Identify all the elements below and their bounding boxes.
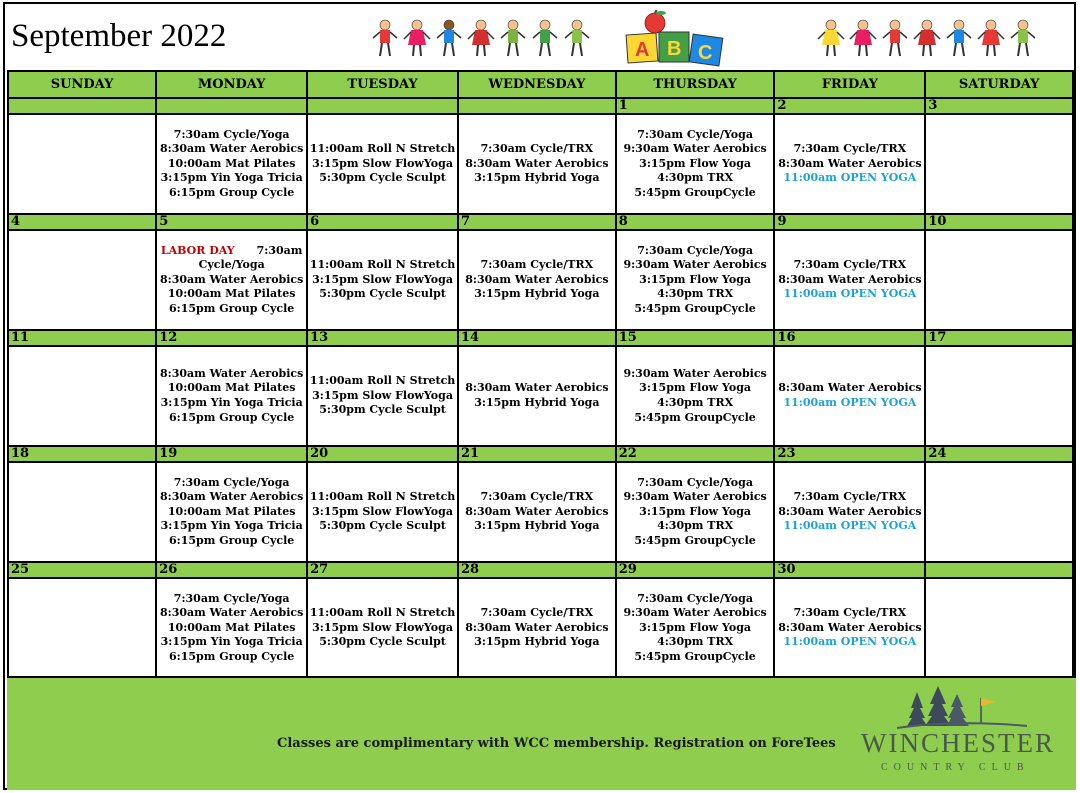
class-entry: 7:30am Cycle/Yoga [637, 243, 753, 257]
class-entry: 3:15pm Flow Yoga [639, 272, 752, 286]
logo-subtitle: COUNTRY CLUB [881, 762, 1030, 773]
day-cell [616, 346, 775, 446]
class-entry: 6:15pm Group Cycle [169, 533, 295, 547]
day-header-row [8, 71, 1073, 98]
day-cell [307, 462, 458, 562]
class-entry: 3:15pm Yin Yoga Tricia [160, 171, 303, 185]
date-number: 21 [458, 446, 616, 462]
date-number: 28 [458, 562, 616, 578]
class-entry: 4:30pm TRX [657, 519, 734, 533]
class-entry: 7:30am Cycle/Yoga [173, 475, 290, 489]
day-cell [925, 230, 1073, 330]
day-cell [458, 462, 616, 562]
class-entry: 4:30pm TRX [657, 635, 734, 649]
class-entry: 3:15pm Flow Yoga [639, 504, 752, 518]
class-entry: 7:30am Cycle/TRX [793, 258, 907, 272]
class-entry: 11:00am OPEN YOGA [783, 519, 917, 533]
date-number: 13 [307, 330, 458, 346]
date-number: 2 [774, 98, 925, 114]
class-entry: 9:30am Water Aerobics [623, 142, 767, 156]
class-entry: 10:00am Mat Pilates [167, 504, 296, 518]
class-entry: 3:15pm Slow FlowYoga [312, 504, 453, 518]
class-entry: 8:30am Water Aerobics [778, 272, 922, 286]
class-entry: 8:30am Water Aerobics [465, 381, 609, 395]
class-entry: 7:30am Cycle/TRX [793, 490, 907, 504]
date-number [925, 562, 1073, 578]
day-cell [307, 346, 458, 446]
date-number: 7 [458, 214, 616, 230]
week-row [8, 230, 1073, 330]
date-number: 8 [616, 214, 775, 230]
class-entry: Cycle/Yoga [198, 258, 265, 272]
date-number: 4 [8, 214, 156, 230]
day-cell [925, 578, 1073, 678]
class-entry: 3:15pm Hybrid Yoga [474, 519, 600, 533]
class-entry: 4:30pm TRX [657, 396, 734, 409]
day-cell [458, 230, 616, 330]
date-number: 27 [307, 562, 458, 578]
calendar-grid [7, 70, 1074, 679]
date-number-row [8, 562, 1073, 578]
day-cell [774, 578, 925, 678]
class-entry: 11:00am OPEN YOGA [783, 635, 917, 649]
date-number-row [8, 330, 1073, 346]
class-entry: 3:15pm Hybrid Yoga [474, 635, 600, 649]
day-header: WEDNESDAY [458, 71, 616, 98]
class-entry: 3:15pm Flow Yoga [639, 381, 752, 395]
date-number: 10 [925, 214, 1073, 230]
class-entry: 8:30am Water Aerobics [465, 156, 609, 170]
class-entry: 9:30am Water Aerobics [623, 606, 767, 620]
kids-clipart-left-icon [371, 18, 596, 62]
week-row [8, 114, 1073, 214]
class-entry: 3:15pm Flow Yoga [639, 620, 752, 634]
class-entry: 7:30am Cycle/TRX [480, 490, 594, 504]
day-cell [458, 346, 616, 446]
date-number-row [8, 98, 1073, 114]
class-entry: 11:00am Roll N Stretch [309, 142, 456, 156]
class-entry: 10:00am Mat Pilates [167, 381, 296, 395]
date-number: 19 [156, 446, 307, 462]
date-number: 15 [616, 330, 775, 346]
day-cell [774, 462, 925, 562]
class-entry: 7:30am Cycle/Yoga [173, 127, 290, 141]
footer-bar [7, 676, 1076, 790]
date-number-row [8, 446, 1073, 462]
class-entry: 6:15pm Group Cycle [169, 185, 295, 199]
class-entry: 5:30pm Cycle Sculpt [319, 171, 446, 185]
class-entry: 8:30am Water Aerobics [778, 504, 922, 518]
day-cell [307, 114, 458, 214]
class-entry: 5:45pm GroupCycle [634, 410, 756, 424]
membership-note: Classes are complimentary with WCC membership. Registration on ForeTees [277, 736, 836, 751]
day-cell [307, 578, 458, 678]
day-cell [8, 578, 156, 678]
date-number: 17 [925, 330, 1073, 346]
class-entry: 7:30am Cycle/Yoga [173, 591, 290, 605]
abc-block-b: B [667, 38, 682, 60]
date-number: 5 [156, 214, 307, 230]
day-cell [616, 114, 775, 214]
class-entry: 9:30am Water Aerobics [623, 490, 767, 504]
class-entry: 11:00am OPEN YOGA [783, 171, 917, 185]
day-cell [774, 346, 925, 446]
class-entry: 3:15pm Hybrid Yoga [474, 396, 600, 409]
date-number: 1 [616, 98, 775, 114]
page-title: September 2022 [11, 18, 227, 54]
kids-clipart-right-icon [817, 18, 1042, 62]
class-entry: 8:30am Water Aerobics [778, 156, 922, 170]
day-header: SUNDAY [8, 71, 156, 98]
day-header: THURSDAY [616, 71, 775, 98]
date-number: 20 [307, 446, 458, 462]
date-number: 30 [774, 562, 925, 578]
day-cell [8, 230, 156, 330]
class-entry: 8:30am Water Aerobics [160, 272, 304, 286]
date-number: 26 [156, 562, 307, 578]
day-cell [458, 578, 616, 678]
day-cell [156, 346, 307, 446]
date-number: 9 [774, 214, 925, 230]
class-entry: 10:00am Mat Pilates [167, 287, 296, 301]
date-number-row [8, 214, 1073, 230]
class-entry: 8:30am Water Aerobics [160, 142, 304, 156]
class-entry: 9:30am Water Aerobics [623, 258, 767, 272]
class-entry: 6:15pm Group Cycle [169, 301, 295, 315]
class-entry: 3:15pm Slow FlowYoga [312, 388, 453, 402]
date-number: 24 [925, 446, 1073, 462]
class-entry: 7:30am Cycle/TRX [480, 606, 594, 620]
date-number: 18 [8, 446, 156, 462]
class-entry: 7:30am [256, 243, 303, 257]
abc-blocks-apple-icon [623, 10, 733, 68]
class-entry: 8:30am Water Aerobics [778, 620, 922, 634]
week-row [8, 462, 1073, 562]
abc-block-c: C [698, 42, 713, 64]
winchester-logo [857, 682, 1057, 782]
pine-trees-flag-icon [897, 682, 1027, 730]
day-header: TUESDAY [307, 71, 458, 98]
class-entry: 5:30pm Cycle Sculpt [319, 287, 446, 301]
class-entry: 9:30am Water Aerobics [623, 366, 767, 380]
class-entry: 3:15pm Yin Yoga Tricia [160, 519, 303, 533]
class-entry: 3:15pm Flow Yoga [639, 156, 752, 170]
class-entry: 3:15pm Slow FlowYoga [312, 156, 453, 170]
date-number: 14 [458, 330, 616, 346]
date-number [8, 98, 156, 114]
class-entry: 11:00am OPEN YOGA [783, 287, 917, 301]
date-number: 12 [156, 330, 307, 346]
day-cell [8, 346, 156, 446]
class-entry: 3:15pm Slow FlowYoga [312, 620, 453, 634]
week-row [8, 578, 1073, 678]
class-entry: 10:00am Mat Pilates [167, 156, 296, 170]
class-entry: 5:30pm Cycle Sculpt [319, 635, 446, 649]
holiday-label: LABOR DAY [160, 243, 235, 257]
class-entry: 4:30pm TRX [657, 287, 734, 301]
class-entry: 5:45pm GroupCycle [634, 301, 756, 315]
week-row [8, 346, 1073, 446]
class-entry: 3:15pm Hybrid Yoga [474, 287, 600, 301]
class-entry: 5:45pm GroupCycle [634, 533, 756, 547]
date-number: 11 [8, 330, 156, 346]
date-number: 22 [616, 446, 775, 462]
class-entry: 7:30am Cycle/TRX [793, 142, 907, 156]
date-number: 23 [774, 446, 925, 462]
class-entry: 7:30am Cycle/TRX [480, 142, 594, 156]
day-header: SATURDAY [925, 71, 1073, 98]
day-cell [616, 230, 775, 330]
day-cell [925, 114, 1073, 214]
class-entry: 11:00am Roll N Stretch [309, 258, 456, 272]
class-entry: 7:30am Cycle/Yoga [637, 127, 753, 141]
class-entry: 5:45pm GroupCycle [634, 649, 756, 663]
abc-block-a: A [635, 39, 650, 61]
class-entry: 6:15pm Group Cycle [169, 649, 295, 663]
class-entry: 8:30am Water Aerobics [465, 620, 609, 634]
date-number [458, 98, 616, 114]
class-entry: 11:00am Roll N Stretch [309, 606, 456, 620]
day-cell [616, 462, 775, 562]
date-number: 29 [616, 562, 775, 578]
day-cell [774, 230, 925, 330]
class-entry: 3:15pm Yin Yoga Tricia [160, 635, 303, 649]
class-entry: 8:30am Water Aerobics [160, 490, 304, 504]
day-header: MONDAY [156, 71, 307, 98]
class-entry: 11:00am OPEN YOGA [783, 396, 917, 409]
day-cell [774, 114, 925, 214]
day-cell [156, 578, 307, 678]
day-cell [156, 462, 307, 562]
class-entry: 8:30am Water Aerobics [465, 272, 609, 286]
date-number: 3 [925, 98, 1073, 114]
class-entry: 11:00am Roll N Stretch [309, 490, 456, 504]
day-cell [307, 230, 458, 330]
class-entry: 10:00am Mat Pilates [167, 620, 296, 634]
class-entry: 4:30pm TRX [657, 171, 734, 185]
class-entry: 8:30am Water Aerobics [465, 504, 609, 518]
class-entry: 7:30am Cycle/Yoga [637, 475, 753, 489]
class-entry: 8:30am Water Aerobics [160, 606, 304, 620]
class-entry: 5:30pm Cycle Sculpt [319, 403, 446, 417]
day-cell [925, 462, 1073, 562]
class-entry: 8:30am Water Aerobics [160, 366, 304, 380]
date-number: 16 [774, 330, 925, 346]
day-cell [925, 346, 1073, 446]
class-entry: 7:30am Cycle/Yoga [637, 591, 753, 605]
calendar-page [3, 2, 1076, 790]
date-number [307, 98, 458, 114]
class-entry: 3:15pm Yin Yoga Tricia [160, 396, 303, 409]
date-number: 25 [8, 562, 156, 578]
day-cell [8, 114, 156, 214]
class-entry: 3:15pm Slow FlowYoga [312, 272, 453, 286]
day-cell [156, 230, 307, 330]
class-entry: 7:30am Cycle/TRX [480, 258, 594, 272]
class-entry: 6:15pm Group Cycle [169, 410, 295, 424]
day-cell [458, 114, 616, 214]
class-entry: 7:30am Cycle/TRX [793, 606, 907, 620]
class-entry: 8:30am Water Aerobics [778, 381, 922, 395]
day-header: FRIDAY [774, 71, 925, 98]
class-entry: 11:00am Roll N Stretch [309, 374, 456, 388]
date-number [156, 98, 307, 114]
class-entry: 3:15pm Hybrid Yoga [474, 171, 600, 185]
date-number: 6 [307, 214, 458, 230]
logo-name: WINCHESTER [861, 728, 1055, 758]
day-cell [8, 462, 156, 562]
class-entry: 5:30pm Cycle Sculpt [319, 519, 446, 533]
day-cell [616, 578, 775, 678]
class-entry: 5:45pm GroupCycle [634, 185, 756, 199]
day-cell [156, 114, 307, 214]
